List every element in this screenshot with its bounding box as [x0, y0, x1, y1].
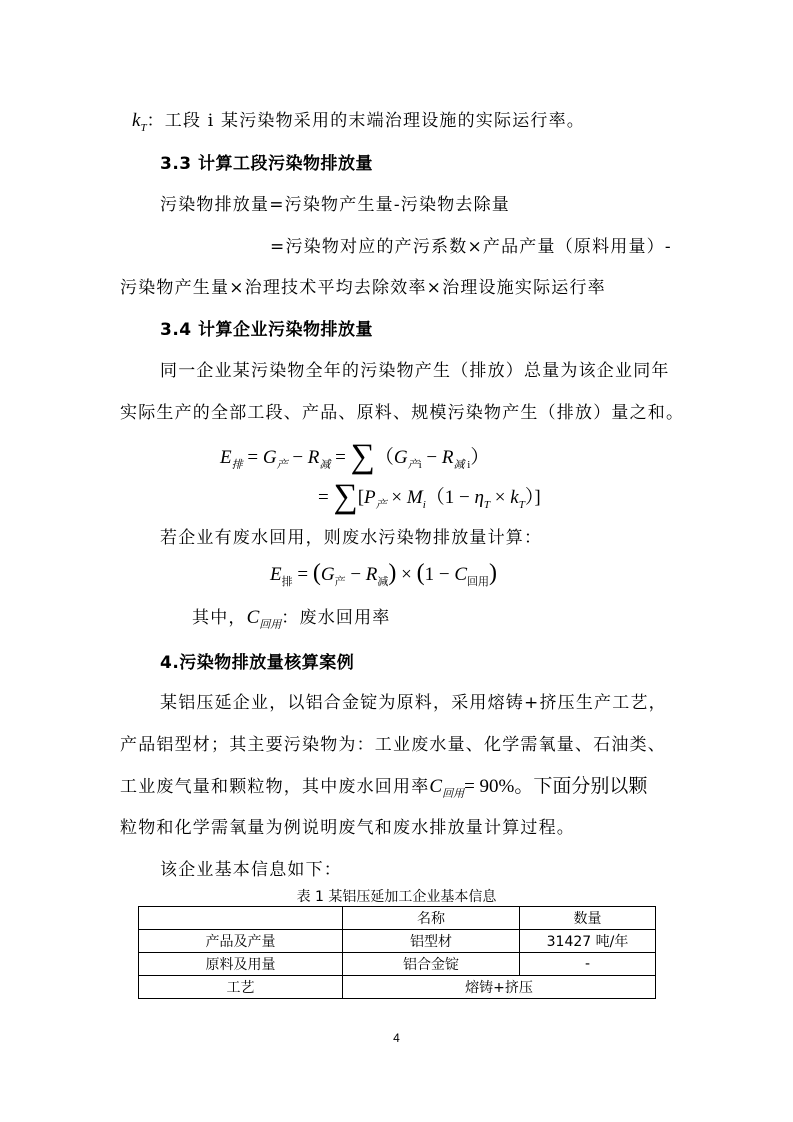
table-cell: 产品及产量 [139, 930, 343, 953]
case-line-4: 粒物和化学需氧量为例说明废气和废水排放量计算过程。 [120, 818, 575, 838]
reuse-rate-definition [192, 603, 391, 632]
basic-info-table [138, 906, 656, 999]
kt-definition-text: ：工段 i 某污染物采用的末端治理设施的实际运行率。 [146, 111, 586, 131]
table-header-cell: 名称 [343, 907, 520, 930]
info-intro: 该企业基本信息如下： [160, 860, 342, 880]
case-line-2: 产品铝型材；其主要污染物为：工业废水量、化学需氧量、石油类、 [120, 735, 666, 755]
c-reuse-symbol: $C_{回用}$ [246, 607, 282, 631]
table-cell: 铝合金锭 [343, 953, 520, 976]
equation-total-emission-1: $E_排 = G_产 - R_减 = \sum(G_{产i} - R_减$ $_i$） [220, 438, 490, 475]
table-cell: 原料及用量 [139, 953, 343, 976]
table-cell: 31427 吨/年 [520, 930, 656, 953]
case-line-3-b: = 90%。下面分别以颗 [464, 776, 648, 797]
case-line-1: 某铝压延企业，以铝合金锭为原料，采用熔铸+挤压生产工艺， [160, 693, 667, 713]
kt-definition [132, 106, 585, 134]
section-4-heading: 4.污染物排放量核算案例 [160, 653, 355, 673]
section-3-4-heading: 3.4 计算企业污染物排放量 [160, 320, 374, 340]
paragraph-3-4-line-2: 实际生产的全部工段、产品、原料、规模污染物产生（排放）量之和。 [120, 403, 685, 423]
table-caption: 表 1 某铝压延加工企业基本信息 [296, 889, 497, 905]
equation-reuse-emission: $E_排 = (G_产 - R_减) \times (1 - C_{回用})$ [270, 560, 498, 588]
page-number: 4 [393, 1031, 400, 1045]
table-cell: 工艺 [139, 976, 343, 999]
emission-formula-text-3: 污染物产生量×治理技术平均去除效率×治理设施实际运行率 [120, 278, 606, 298]
table-header-cell: 数量 [520, 907, 656, 930]
reuse-paragraph: 若企业有废水回用，则废水污染物排放量计算： [160, 528, 543, 548]
table-row [139, 976, 656, 999]
c-reuse-symbol-inline: $C_{回用}$ [429, 776, 465, 800]
case-line-3-a: 工业废气量和颗粒物，其中废水回用率 [120, 777, 430, 797]
paragraph-3-4-line-1: 同一企业某污染物全年的污染物产生（排放）总量为该企业同年 [160, 361, 670, 381]
table-cell: - [520, 953, 656, 976]
equation-total-emission-2: = $\sum[P_产 \times M_i(1 - \eta_T \times k_T)]$ [318, 478, 541, 515]
kt-symbol: $k_T$ [132, 110, 147, 134]
table-row [139, 930, 656, 953]
table-row [139, 953, 656, 976]
where-prefix: 其中， [192, 608, 247, 628]
emission-formula-text-1: 污染物排放量=污染物产生量-污染物去除量 [160, 195, 510, 215]
table-header-cell [139, 907, 343, 930]
table-cell: 铝型材 [343, 930, 520, 953]
emission-formula-text-2: =污染物对应的产污系数×产品产量（原料用量）- [270, 237, 672, 257]
table-cell: 熔铸+挤压 [343, 976, 656, 999]
table-header-row [139, 907, 656, 930]
case-line-3 [120, 771, 647, 801]
where-suffix: ：废水回用率 [281, 608, 391, 628]
section-3-3-heading: 3.3 计算工段污染物排放量 [160, 154, 374, 174]
